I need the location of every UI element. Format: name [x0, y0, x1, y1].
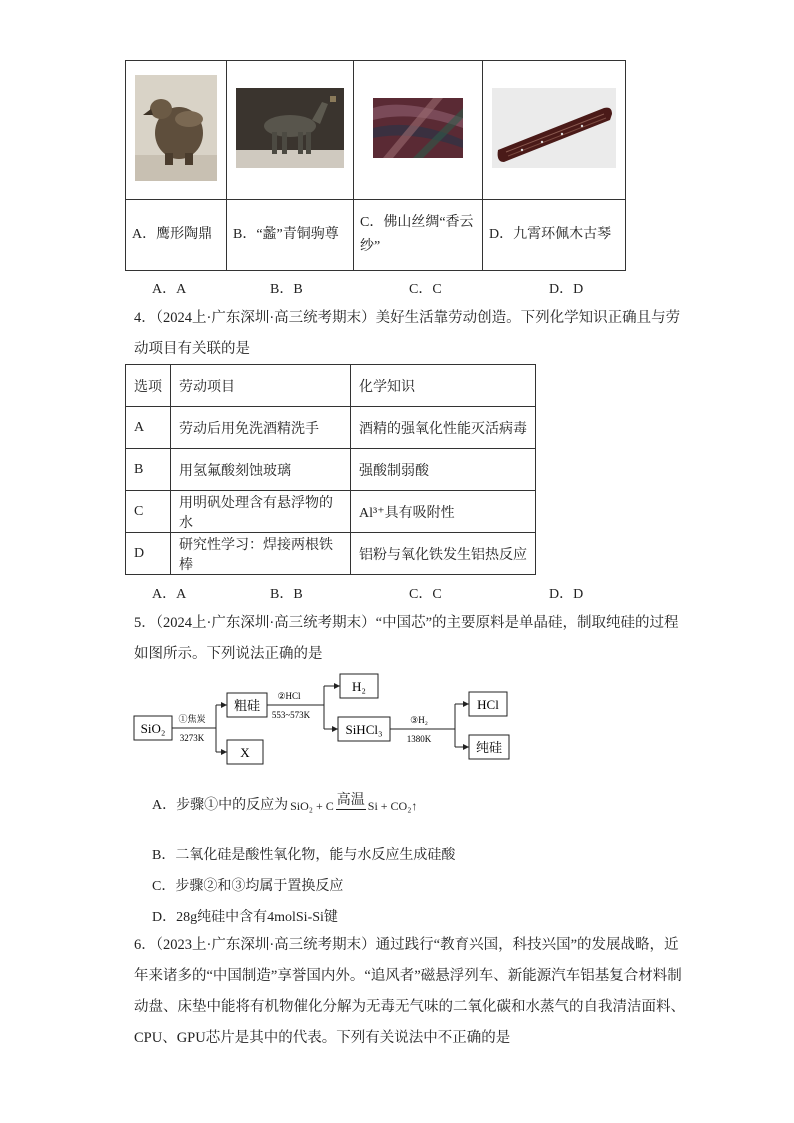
option-a: A．A [152, 282, 187, 297]
hcl-label: HCl [477, 697, 499, 712]
option-b: B．B [270, 587, 303, 602]
table-row [126, 491, 536, 533]
image-cell-a [126, 61, 227, 200]
crude-si-label: 粗硅 [233, 698, 261, 713]
artifact-table [125, 60, 626, 271]
equation-left: SiO₂ + C [290, 799, 334, 813]
table-row [126, 61, 626, 200]
image-cell-c [354, 61, 483, 200]
q6-stem-line2: 年来诸多的“中国制造”享誉国内外。“追风者”磁悬浮列车、新能源汽车铝基复合材料制 [134, 968, 682, 984]
step2-reagent: ②HCl [277, 691, 301, 701]
caption-d: D．九霄环佩木古琴 [483, 200, 626, 271]
option-d: D．D [549, 587, 584, 602]
caption-b: B．“蠡”青铜驹尊 [227, 200, 354, 271]
step2-temp: 553~573K [271, 710, 311, 720]
guqin-image [492, 88, 616, 168]
q5-choice-c: C．步骤②和③均属于置换反应 [152, 879, 344, 894]
x-label: X [240, 745, 250, 760]
q6-stem-line3: 动盘、床垫中能将有机物催化分解为无毒无气味的二氧化碳和水蒸气的自我清洁面料、 [134, 999, 685, 1015]
image-cell-b [227, 61, 354, 200]
sihcl3-label: SiHCl₃ [345, 722, 383, 737]
q6-stem-line4: CPU、GPU芯片是其中的代表。下列有关说法中不正确的是 [134, 1030, 511, 1046]
option-b: B．B [270, 282, 303, 297]
reaction-condition [336, 794, 366, 810]
header-chem: 化学知识 [351, 365, 536, 407]
q5-stem-line1: 5．（2024上·广东深圳·高三统考期末）“中国芯”的主要原料是单晶硅，制取纯硅的过程 [134, 615, 679, 631]
q5-stem-line2: 如图所示。下列说法正确的是 [134, 646, 323, 662]
q5-choice-b: B．二氧化硅是酸性氧化物，能与水反应生成硅酸 [152, 848, 456, 863]
equation-right: Si + CO₂↑ [367, 799, 418, 813]
bronze-horse-image [236, 88, 344, 168]
silicon-process-diagram [128, 668, 528, 768]
step1-temp: 3273K [179, 733, 205, 743]
silk-gauze-image [373, 98, 463, 158]
q5-choice-d: D．28g纯硅中含有4molSi-Si键 [152, 910, 338, 925]
cell: C [126, 491, 171, 533]
header-labor: 劳动项目 [171, 365, 351, 407]
table-row [126, 533, 536, 575]
cell: 用明矾处理含有悬浮物的水 [171, 491, 351, 533]
table-row [126, 449, 536, 491]
labor-table [125, 364, 536, 575]
cell: Al³⁺具有吸附性 [351, 491, 536, 533]
option-d: D．D [549, 282, 584, 297]
caption-c: C．佛山丝绸“香云纱” [354, 200, 483, 271]
step3-reagent: ③H₂ [410, 715, 428, 725]
option-c: C．C [409, 587, 442, 602]
cell: 研究性学习：焊接两根铁棒 [171, 533, 351, 575]
cell: 铝粉与氧化铁发生铝热反应 [351, 533, 536, 575]
equals-line [336, 809, 366, 810]
cell: D [126, 533, 171, 575]
q4-stem-line2: 动项目有关联的是 [134, 341, 250, 357]
h2-label: H₂ [352, 679, 366, 694]
q5-choice-a [152, 794, 417, 814]
choice-a-prefix: A．步骤①中的反应为 [152, 798, 289, 813]
cell: 用氢氟酸刻蚀玻璃 [171, 449, 351, 491]
caption-a: A．鹰形陶鼎 [126, 200, 227, 271]
cell: A [126, 407, 171, 449]
step1-reagent: ①焦炭 [178, 714, 206, 724]
table-row [126, 200, 626, 271]
table-row [126, 407, 536, 449]
cell: 劳动后用免洗酒精洗手 [171, 407, 351, 449]
q4-stem-line1: 4．（2024上·广东深圳·高三统考期末）美好生活靠劳动创造。下列化学知识正确且与劳 [134, 310, 681, 326]
cell: 酒精的强氧化性能灭活病毒 [351, 407, 536, 449]
q6-stem-line1: 6．（2023上·广东深圳·高三统考期末）通过践行“教育兴国，科技兴国”的发展战略，近 [134, 937, 679, 953]
cell: 强酸制弱酸 [351, 449, 536, 491]
image-cell-d [483, 61, 626, 200]
step3-temp: 1380K [406, 734, 432, 744]
table-header-row [126, 365, 536, 407]
option-a: A．A [152, 587, 187, 602]
sio2-label: SiO₂ [140, 721, 166, 736]
header-option: 选项 [126, 365, 171, 407]
eagle-pottery-image [135, 75, 217, 181]
cell: B [126, 449, 171, 491]
pure-si-label: 纯硅 [475, 740, 503, 755]
option-c: C．C [409, 282, 442, 297]
condition-label: 高温 [336, 793, 365, 808]
